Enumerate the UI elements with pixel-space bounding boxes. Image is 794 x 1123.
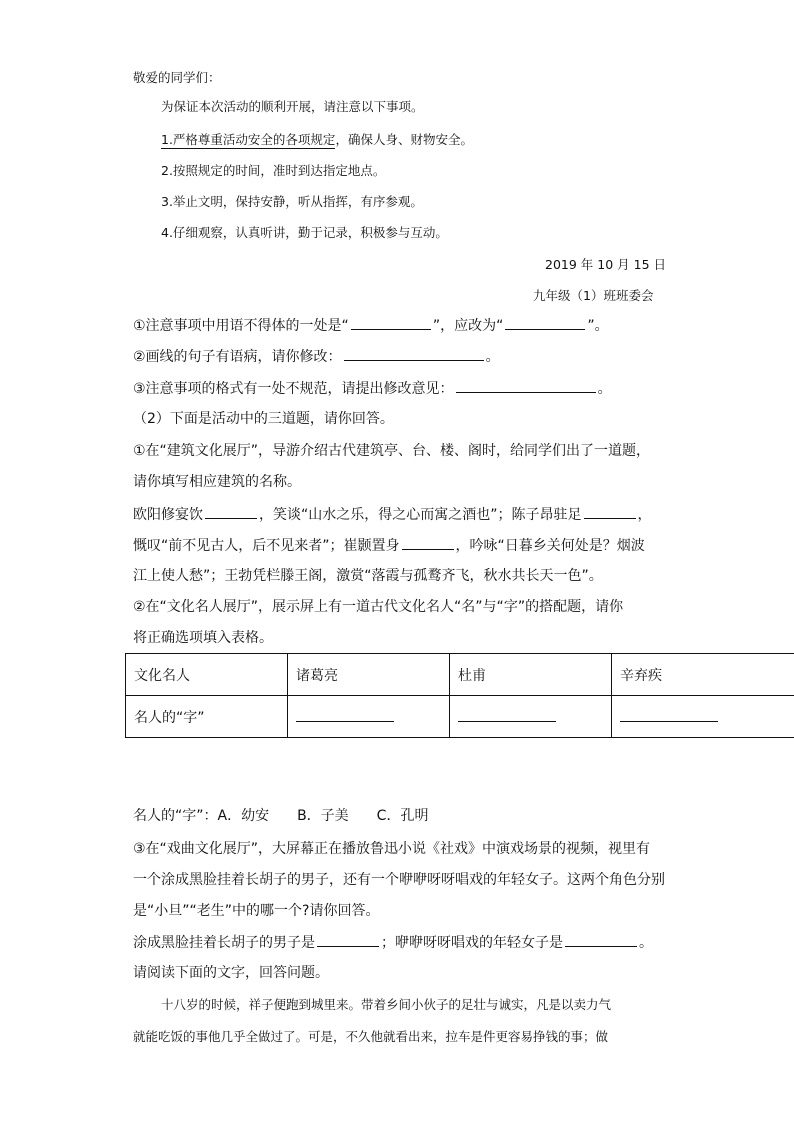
question-3-line1: ③在“戏曲文化展厅”，大屏幕正在播放鲁迅小说《社戏》中演戏场景的视频，视里有 <box>133 841 651 857</box>
question-2-1-line3: 欧阳修宴饮 ，笑谈“山水之乐，得之心而寓之酒也”；陈子昂驻足 ， <box>133 504 652 525</box>
table-cell <box>612 696 794 738</box>
answer-blank[interactable] <box>351 315 431 330</box>
question-3-line2: 一个涂成黑脸挂着长胡子的男子，还有一个咿咿呀呀唱戏的年轻女子。这两个角色分别 <box>133 872 665 888</box>
question-2-2-line1: ②在“文化名人展厅”，展示屏上有一道古代文化名人“名”与“字”的搭配题，请你 <box>133 599 624 615</box>
table-cell: 辛弃疾 <box>612 654 794 696</box>
answer-blank[interactable] <box>505 315 585 330</box>
table-row <box>126 654 794 696</box>
notice-item-4: 4.仔细观察，认真听讲，勤于记录，积极参与互动。 <box>161 225 448 240</box>
question-1a: ①注意事项中用语不得体的一处是“ ”，应改为“ ”。 <box>133 315 609 336</box>
answer-options: 名人的“字”：A．幼安 B．子美 C．孔明 <box>133 808 429 824</box>
notice-item-3: 3.举止文明，保持安静，听从指挥，有序参观。 <box>161 194 423 209</box>
table-cell: 诸葛亮 <box>288 654 450 696</box>
notice-greeting: 敬爱的同学们： <box>133 70 221 85</box>
answer-blank[interactable] <box>344 346 484 361</box>
notice-item-1: 1.严格尊重活动安全的各项规定，确保人身、财物安全。 <box>161 132 473 147</box>
notice-item-2: 2.按照规定的时间，准时到达指定地点。 <box>161 163 386 178</box>
answer-blank[interactable] <box>402 535 454 550</box>
table-cell <box>288 696 450 738</box>
answer-blank[interactable] <box>565 932 637 947</box>
reading-instruction: 请阅读下面的文字，回答问题。 <box>133 965 329 981</box>
table-cell <box>450 696 612 738</box>
table-row <box>126 696 794 738</box>
answer-blank[interactable] <box>584 504 636 519</box>
table-cell: 文化名人 <box>126 654 288 696</box>
question-1b: ②画线的句子有语病，请你修改： 。 <box>133 346 500 367</box>
notice-signature: 九年级（1）班班委会 <box>533 288 654 303</box>
passage-line1: 十八岁的时候，祥子便跑到城里来。带着乡间小伙子的足壮与诚实，凡是以卖力气 <box>161 997 612 1012</box>
question-2-2-line2: 将正确选项填入表格。 <box>133 630 273 646</box>
answer-blank[interactable] <box>456 378 596 393</box>
notice-intro: 为保证本次活动的顺利开展，请注意以下事项。 <box>161 99 424 114</box>
question-2-1-line5: 江上使人愁”；王勃凭栏滕王阁，激赏“落霞与孤鹜齐飞，秋水共长天一色”。 <box>133 568 603 584</box>
answer-blank[interactable] <box>317 932 379 947</box>
question-2-1-line1: ①在“建筑文化展厅”，导游介绍古代建筑亭、台、楼、阁时，给同学们出了一道题， <box>133 443 651 459</box>
matching-table <box>125 653 794 738</box>
question-2-1-line4: 慨叹“前不见古人，后不见来者”；崔颢置身 ，吟咏“日暮乡关何处是？烟波 <box>133 535 645 556</box>
answer-blank[interactable] <box>205 504 257 519</box>
answer-blank[interactable] <box>458 707 556 722</box>
underlined-sentence: 1.严格尊重活动安全的各项规定 <box>161 132 336 147</box>
passage-line2: 就能吃饭的事他几乎全做过了。可是，不久他就看出来，拉车是件更容易挣钱的事；做 <box>133 1029 609 1044</box>
question-2-heading: （2）下面是活动中的三道题，请你回答。 <box>133 411 394 427</box>
question-1c: ③注意事项的格式有一处不规范，请提出修改意见： 。 <box>133 378 612 399</box>
question-3-line3: 是“小旦”“老生”中的哪一个?请你回答。 <box>133 903 380 919</box>
question-3-line4: 涂成黑脸挂着长胡子的男子是 ；咿咿呀呀唱戏的年轻女子是 。 <box>133 932 653 953</box>
answer-blank[interactable] <box>620 707 718 722</box>
answer-blank[interactable] <box>296 707 394 722</box>
table-cell: 杜甫 <box>450 654 612 696</box>
notice-date: 2019 年 10 月 15 日 <box>545 257 666 272</box>
table-cell: 名人的“字” <box>126 696 288 738</box>
question-2-1-line2: 请你填写相应建筑的名称。 <box>133 474 301 490</box>
